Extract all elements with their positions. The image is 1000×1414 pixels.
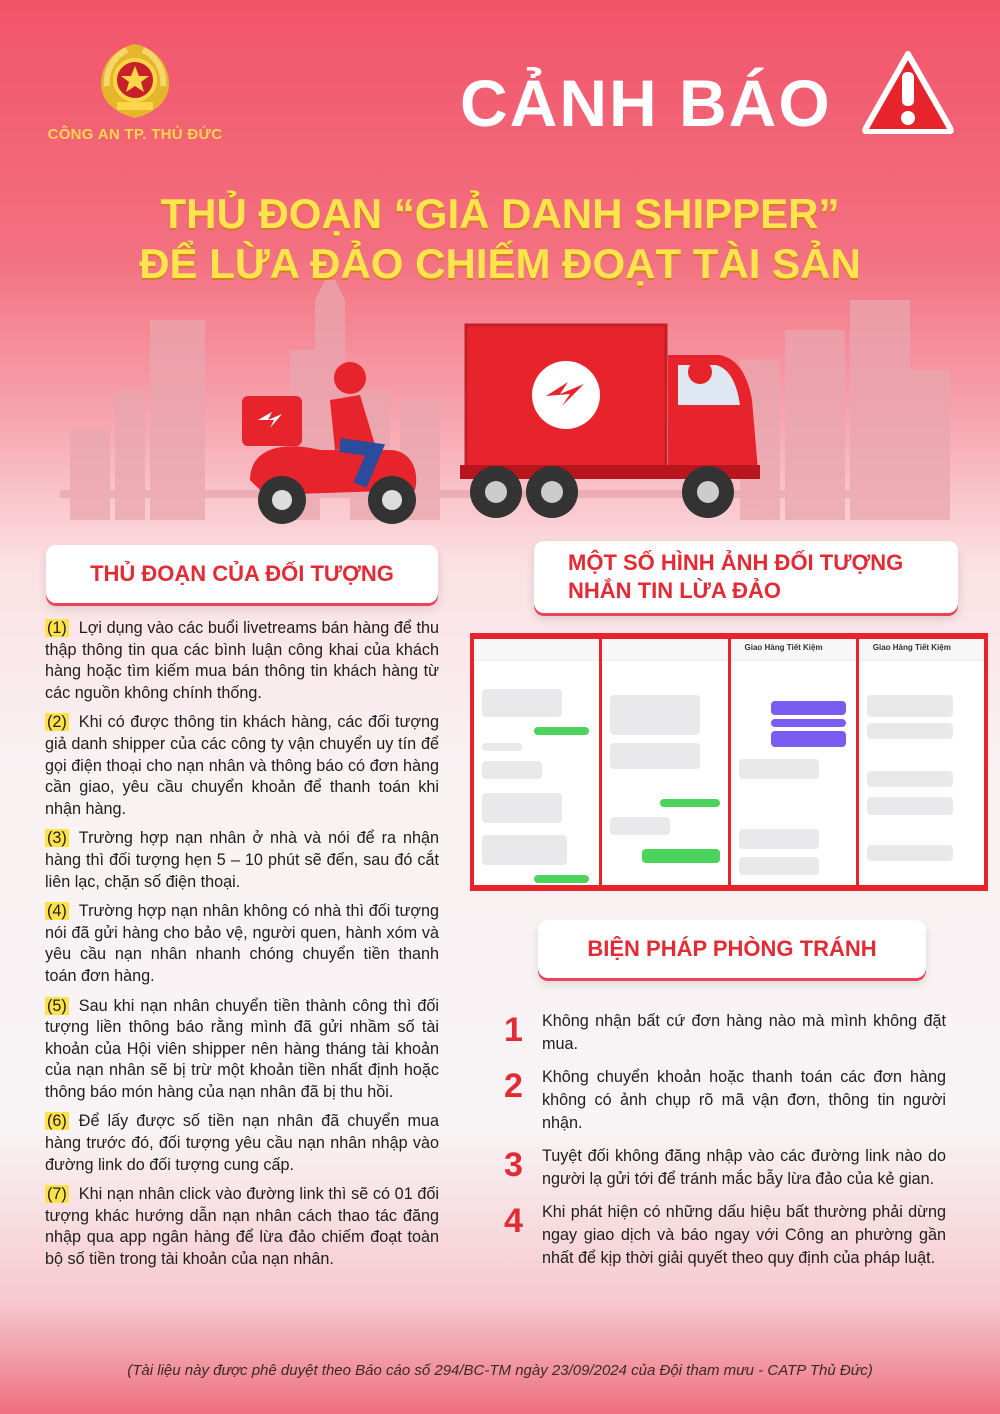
tactic-number: (6): [47, 1112, 67, 1131]
chat-screenshot-2: [602, 639, 727, 885]
tactic-text: Trường hợp nạn nhân ở nhà và nói để ra nhận hàng thì đối tượng hẹn 5 – 10 phút sẽ đến, sau đó cắt liên lạc, chặn số điện thoại.: [45, 829, 439, 891]
measure-text: Không nhận bất cứ đơn hàng nào mà mình không đặt mua.: [542, 1012, 946, 1053]
tactics-list: [45, 618, 439, 1279]
tactic-item: [45, 618, 439, 704]
police-logo: [40, 38, 230, 158]
measure-number: 4: [504, 1202, 523, 1240]
tactic-text: Trường hợp nạn nhân không có nhà thì đối tượng nói đã gửi hàng cho bảo vệ, người quen, hành xóm và yêu cầu nạn nhân nhanh chóng chuyển tiền thanh toán đơn hàng.: [45, 902, 439, 985]
measure-item: [500, 1201, 946, 1270]
tactic-text: Để lấy được số tiền nạn nhân đã chuyển mua hàng trước đó, đối tượng yêu cầu nạn nhân nhập vào đường link do đối tượng cung cấp.: [45, 1112, 439, 1174]
approval-note: (Tài liệu này được phê duyệt theo Báo cáo số 294/BC-TM ngày 23/09/2024 của Đội tham mưu - CATP Thủ Đức): [127, 1362, 873, 1379]
chat-screenshot-4: [859, 639, 984, 885]
tactic-number: (5): [47, 996, 67, 1015]
tactic-number: (7): [47, 1185, 67, 1204]
screenshots-heading-line2: NHẮN TIN LỪA ĐẢO: [568, 578, 781, 603]
delivery-illustration: [0, 280, 1000, 540]
measure-number: 1: [504, 1011, 523, 1049]
measure-item: [500, 1010, 946, 1056]
tactic-item: [45, 712, 439, 820]
measure-text: Tuyệt đối không đăng nhập vào các đường link nào do người lạ gửi tới để tránh mắc bẫy lừa đảo của kẻ gian.: [542, 1147, 946, 1188]
chat-title: Giao Hàng Tiết Kiệm: [744, 643, 823, 652]
chat-screenshot-1: [474, 639, 599, 885]
tactic-number: (2): [47, 713, 67, 732]
headline-line1: THỦ ĐOẠN “GIẢ DANH SHIPPER”: [160, 190, 840, 237]
measure-item: [500, 1066, 946, 1135]
tactic-item: [45, 901, 439, 987]
chat-screenshot-3: [731, 639, 856, 885]
tactic-text: Sau khi nạn nhân chuyển tiền thành công thì đối tượng liền thông báo rằng mình đã gửi nhầm số tài khoản của Hội viên shipper nên hàng tháng tài khoản của nạn nhân sẽ bị trừ một khoản tiền nhất định hoặc thông báo món hàng của nạn nhân đã bị thu hồi.: [45, 996, 439, 1101]
warning-triangle-icon: [862, 50, 954, 134]
measure-number: 3: [504, 1146, 523, 1184]
org-name: CÔNG AN TP. THỦ ĐỨC: [47, 126, 223, 143]
tactic-text: Khi nạn nhân click vào đường link thì sẽ có 01 đối tượng khác hướng dẫn nạn nhân cách thao tác đăng nhập qua app ngân hàng để lừa đảo chiếm đoạt toàn bộ số tiền trong tài khoản của nạn nhân.: [45, 1185, 439, 1269]
chat-title: Giao Hàng Tiết Kiệm: [872, 643, 951, 652]
headline-line2: ĐỂ LỪA ĐẢO CHIẾM ĐOẠT TÀI SẢN: [139, 240, 861, 287]
tactic-item: [45, 996, 439, 1104]
tactic-number: (3): [47, 829, 67, 848]
tactic-text: Khi có được thông tin khách hàng, các đối tượng giả danh shipper của các công ty vận chuyển uy tín để gọi điện thoại cho nạn nhân và thông báo có đơn hàng cần giao, yêu cầu chuyển khoản để thanh toán khi nhận hàng.: [45, 713, 439, 818]
measures-list: [500, 1010, 946, 1280]
delivery-truck-icon: [460, 325, 760, 518]
screenshots-heading-line1: MỘT SỐ HÌNH ẢNH ĐỐI TƯỢNG: [568, 550, 904, 575]
scam-chat-screenshots: [470, 633, 988, 891]
police-emblem-icon: [87, 38, 183, 124]
tactic-number: (1): [47, 619, 67, 637]
measure-text: Không chuyển khoản hoặc thanh toán các đơn hàng không có ảnh chụp rõ mã vận đơn, thông tin người nhận.: [542, 1068, 946, 1132]
measure-text: Khi phát hiện có những dấu hiệu bất thường phải dừng ngay giao dịch và báo ngay với Công an phường gần nhất để kịp thời giải quyết theo quy định của pháp luật.: [542, 1203, 946, 1267]
tactics-heading: THỦ ĐOẠN CỦA ĐỐI TƯỢNG: [46, 545, 438, 603]
measure-number: 2: [504, 1067, 523, 1105]
warning-title: CẢNH BÁO: [460, 66, 832, 140]
tactic-item: [45, 1111, 439, 1176]
tactic-number: (4): [47, 902, 67, 921]
tactic-item: [45, 828, 439, 893]
tactic-text: Lợi dụng vào các buổi livetreams bán hàng để thu thập thông tin qua các bình luận công khai của khách hàng hoặc tìm kiếm mua bán thông tin khách hàng từ các nguồn không chính thống.: [45, 619, 439, 702]
measure-item: [500, 1145, 946, 1191]
measures-heading: BIỆN PHÁP PHÒNG TRÁNH: [538, 920, 926, 978]
tactic-item: [45, 1184, 439, 1270]
screenshots-heading: [534, 541, 958, 613]
